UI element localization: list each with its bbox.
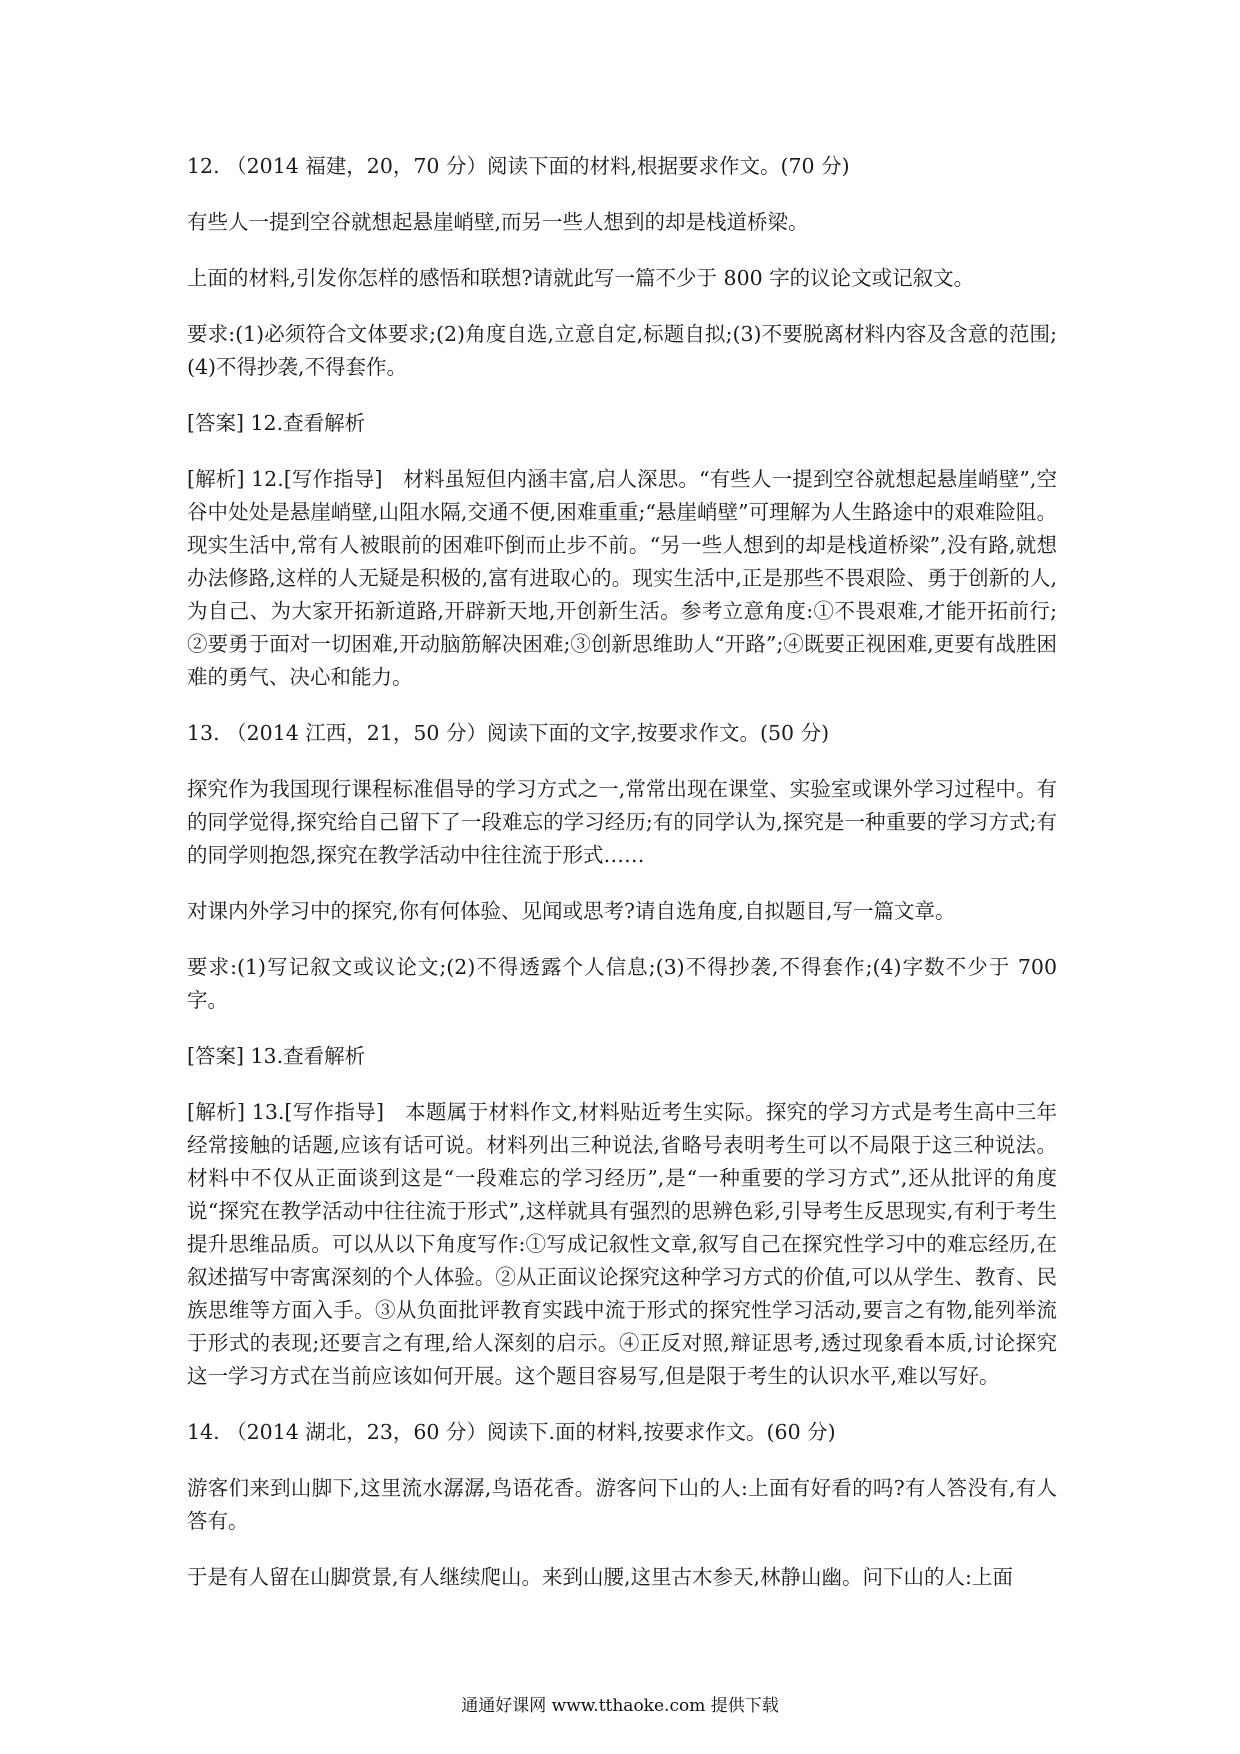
question-14-material-2: 于是有人留在山脚赏景,有人继续爬山。来到山腰,这里古木参天,林静山幽。问下山的人:上面 xyxy=(187,1565,1013,1589)
question-13-heading: 13. （2014 江西，21，50 分）阅读下面的文字,按要求作文。(50 分) xyxy=(187,721,830,745)
document-page xyxy=(187,150,1064,1617)
question-12-analysis: [解析] 12.[写作指导] 材料虽短但内涵丰富,启人深思。“有些人一提到空谷就想起悬崖峭壁”,空谷中处处是悬崖峭壁,山阻水隔,交通不便,困难重重;“悬崖峭壁”可理解为人生路途中的艰难险阻。现实生活中,常有人被眼前的困难吓倒而止步不前。“另一些人想到的却是栈道桥梁”,没有路,就想办法修路,这样的人无疑是积极的,富有进取心的。现实生活中,正是那些不畏艰险、勇于创新的人,为自己、为大家开拓新道路,开辟新天地,开创新生活。参考立意角度:①不畏艰难,才能开拓前行;②要勇于面对一切困难,开动脑筋解决困难;③创新思维助人“开路”;④既要正视困难,更要有战胜困难的勇气、决心和能力。 xyxy=(187,467,1057,689)
question-12-answer: [答案] 12.查看解析 xyxy=(187,411,366,435)
question-13-requirements: 要求:(1)写记叙文或议论文;(2)不得透露个人信息;(3)不得抄袭,不得套作;(4)字数不少于 700 字。 xyxy=(187,955,1064,1012)
question-13-prompt: 对课内外学习中的探究,你有何体验、见闻或思考?请自选角度,自拟题目,写一篇文章。 xyxy=(187,899,956,923)
question-13-material: 探究作为我国现行课程标准倡导的学习方式之一,常常出现在课堂、实验室或课外学习过程中。有的同学觉得,探究给自己留下了一段难忘的学习经历;有的同学认为,探究是一种重要的学习方式;有的同学则抱怨,探究在教学活动中往往流于形式…… xyxy=(187,777,1057,867)
page-footer: 通通好课网 www.tthaoke.com 提供下载 xyxy=(461,1696,779,1716)
question-13-answer: [答案] 13.查看解析 xyxy=(187,1044,366,1068)
question-14-heading: 14. （2014 湖北，23，60 分）阅读下.面的材料,按要求作文。(60 分) xyxy=(187,1420,836,1444)
question-12-requirements: 要求:(1)必须符合文体要求;(2)角度自选,立意自定,标题自拟;(3)不要脱离材料内容及含意的范围;(4)不得抄袭,不得套作。 xyxy=(187,322,1057,379)
question-13-analysis: [解析] 13.[写作指导] 本题属于材料作文,材料贴近考生实际。探究的学习方式是考生高中三年经常接触的话题,应该有话可说。材料列出三种说法,省略号表明考生可以不局限于这三种说法。材料中不仅从正面谈到这是“一段难忘的学习经历”,是“一种重要的学习方式”,还从批评的角度说“探究在教学活动中往往流于形式”,这样就具有强烈的思辨色彩,引导考生反思现实,有利于考生提升思维品质。可以从以下角度写作:①写成记叙性文章,叙写自己在探究性学习中的难忘经历,在叙述描写中寄寓深刻的个人体验。②从正面议论探究这种学习方式的价值,可以从学生、教育、民族思维等方面入手。③从负面批评教育实践中流于形式的探究性学习活动,要言之有物,能列举流于形式的表现;还要言之有理,给人深刻的启示。④正反对照,辩证思考,透过现象看本质,讨论探究这一学习方式在当前应该如何开展。这个题目容易写,但是限于考生的认识水平,难以写好。 xyxy=(187,1100,1057,1388)
question-14-material-1: 游客们来到山脚下,这里流水潺潺,鸟语花香。游客问下山的人:上面有好看的吗?有人答没有,有人答有。 xyxy=(187,1476,1057,1533)
question-12-material: 有些人一提到空谷就想起悬崖峭壁,而另一些人想到的却是栈道桥梁。 xyxy=(187,210,809,234)
question-12-heading: 12. （2014 福建，20，70 分）阅读下面的材料,根据要求作文。(70 分) xyxy=(187,154,850,178)
question-12-prompt: 上面的材料,引发你怎样的感悟和联想?请就此写一篇不少于 800 字的议论文或记叙文。 xyxy=(187,266,975,290)
